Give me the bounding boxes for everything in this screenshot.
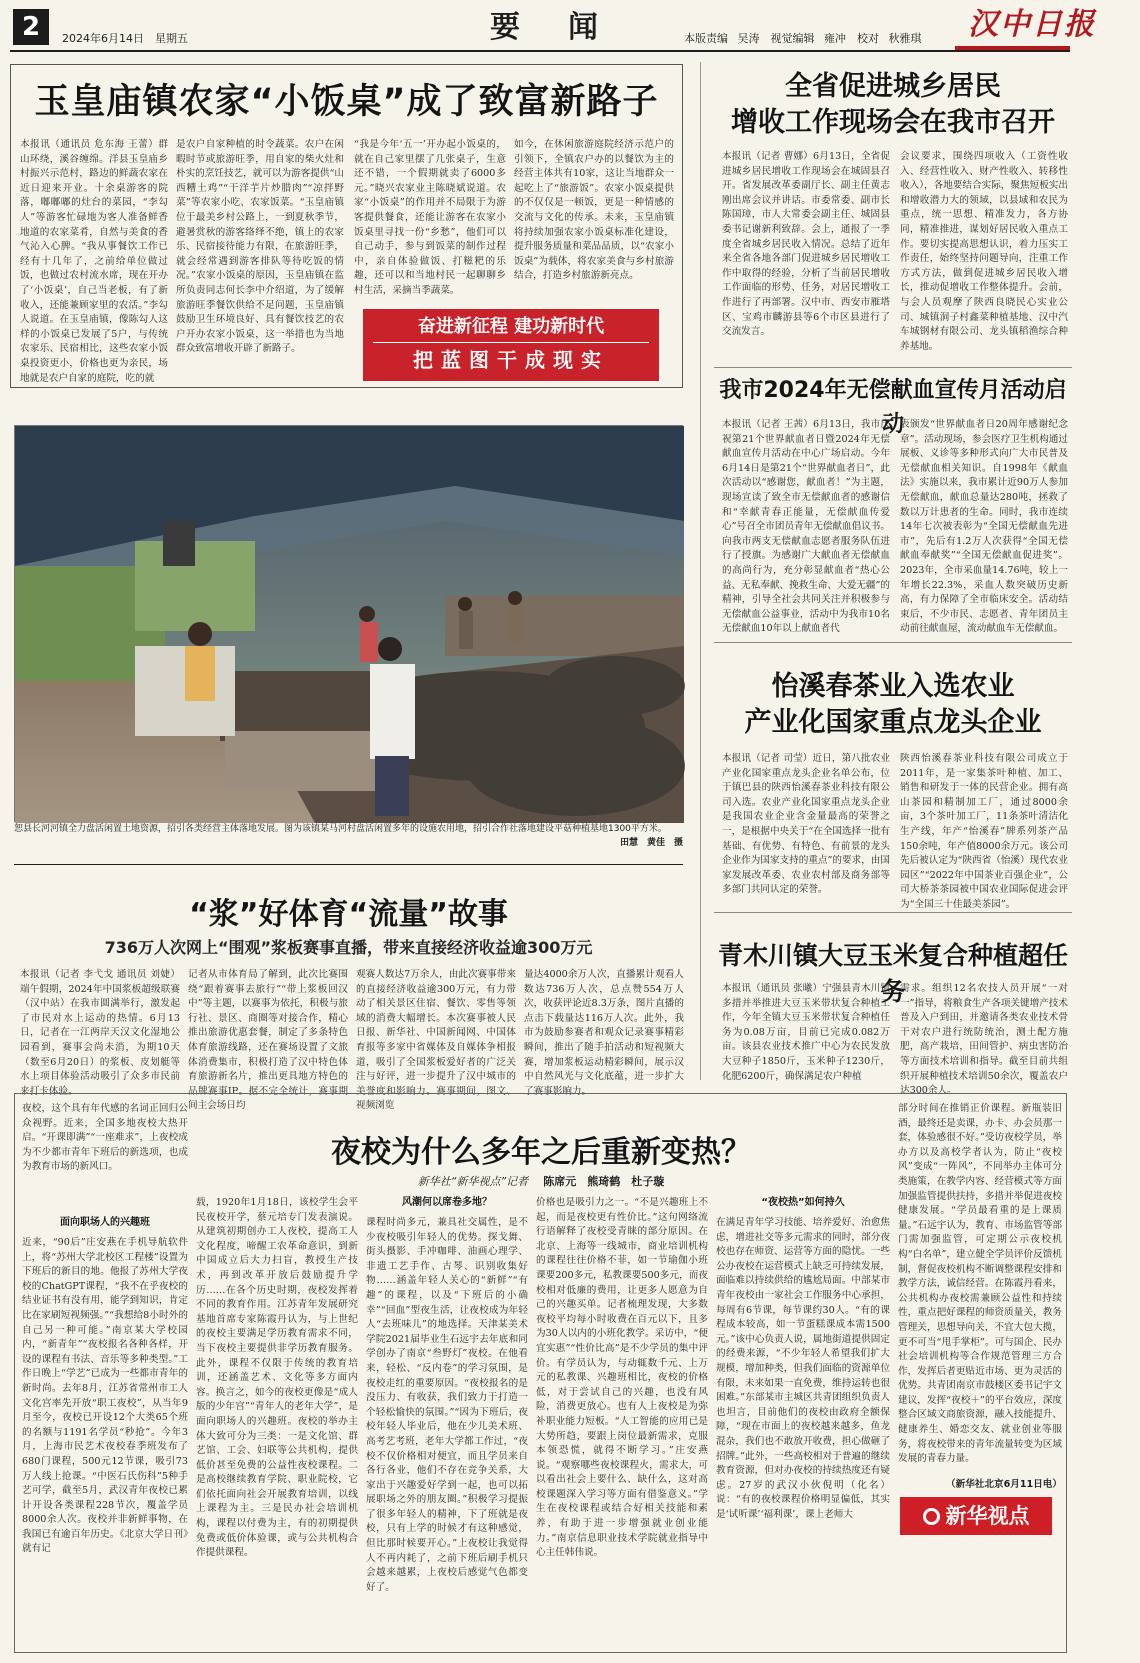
article-title: 我市2024年无偿献血宣传月活动启动 bbox=[719, 378, 1067, 437]
article-column: 本报讯（记者 王茜）6月13日，我市庆祝第21个世界献血者日暨2024年无偿献血宣传月活动在中心广场启动。今年6月14日是第21个“世界献血者日”，此次活动以“感谢您，献血者！”为主题，现场宣读了致全市无偿献血者的感谢信和“幸献青春正能量，无偿献血传爱心”号召全市团员青年无偿献血倡议书。向我市两支无偿献血志愿者服务队伍进行了授旗。为感谢广大献血者无偿献血的高尚行为，充分彰显献血者“热心公益、无私奉献、挽救生命、大爱无疆”的精神，引导全社会共同关注并积极参与无偿献血公益事业，活动中为我市10名无偿献血10年以上献血者代 bbox=[722, 419, 890, 635]
article-title: 增收工作现场会在我市召开 bbox=[731, 107, 1055, 138]
article-title: 青木川镇大豆玉米复合种植超任务 bbox=[717, 941, 1068, 1006]
article-column: 陕西怡溪春茶业科技有限公司成立于2011年，是一家集茶叶种植、加工、销售和研发于一体的民营企业。拥有高山茶园和精制加工厂，通过8000余亩，3个茶叶加工厂，11条茶叶清洁化生产线，年产“怡溪春”牌系列茶产品150余吨，年产值8000余万元。该公司先后被认定为“陕西省（怡溪）现代农业园区”“2022年中国茶业百强企业”，公司大桥茶茶园被中国农业国际促进会评为“全国三十佳最美茶园”。 bbox=[900, 753, 1068, 910]
section-divider bbox=[714, 912, 1072, 913]
photo-caption bbox=[14, 822, 683, 850]
byline-reporters: 陈席元 熊琦鹤 杜子璇 bbox=[543, 1175, 665, 1188]
editor-credits: 本版责编 吴涛 视觉编辑 雍冲 校对 秋雅琪 bbox=[684, 32, 922, 45]
article-subheading: 面向职场人的兴趣班 bbox=[60, 1217, 150, 1228]
masthead-rule bbox=[955, 46, 1070, 50]
section-divider bbox=[714, 367, 1072, 368]
article-column: 本报讯（通讯员 危东海 王蕾）群山环绕，溪谷缠绵。洋县玉皇庙乡村振兴示范村，路边的鲜蔬农家在近日迎来开业。十余桌游客的院落，嘟嘟嘟的灶台的菜园，“李勾人”等游客忙碌地为客人准备鲜香地道的农家菜肴，自然与美食的香气沁入心脾。“我从事餐饮工作已经有十几年了，之前给单位做过饭，也做过农村流水席，现在开办了‘小饭桌’，自己当老板，有了新收入，还能兼顾家里的农活。”李勾人说道。在玉皇庙镇，像陈勾人这样的小饭桌已发展了5户，与传统农家乐、民宿相比，这些农家小饭桌投资更小，价格也更为亲民，场地就是农户自家的庭院，吃的就 bbox=[20, 139, 168, 384]
article-column: “我是今年‘五一’开办起小饭桌的，就在自己家里摆了几张桌子，生意还不错，一个假期就卖了6000多元。”晓兴农家业主陈晓斌说道。农家“小饭桌”的作用并不局限于为游客提供餐食，还能让游客在农家小饭桌里寻找一份“乡愁”，他们可以自己动手，参与到饭菜的制作过程中，亲自体验做饭、打糍粑的乐趣，还可以和当地村民一起聊聊乡村生活，采摘当季蔬菜。 bbox=[354, 139, 506, 296]
article-column: 近来，“90后”庄安燕在手机导航软件上，将“苏州大学北校区工程楼”设置为下班后的新目的地。他报了苏州大学夜校的ChatGPT课程，“我不在乎夜校的结业证书有没有用，能学到知识，肯定比在家刷短视频强。”“我想给8小时外的自己另一种可能。”南京某大学校园内，“新青年”“夜校报名各种各样，开设的课程有书法、音乐等多种类型。”工作日晚上“学艺”已成为一些都市青年的新时尚。去年8月，江苏省常州市工人文化宫率先开放“职工夜校”，从当年9月至今，夜校已开设12个大类65个班的名额与1191名学员“秒抢”。今年3月，上海市民艺术夜校春季班发布了680门课程，500元12节课，吸引73万人线上抢课。“中医石氏伤科”5种手艺可学，截至5月，武汉青年夜校已累计开设各类课程228节次，覆盖学员8000余人次。夜校并非新鲜事物，在我国已有逾百年历史。《北京大学日刊》就有记 bbox=[22, 1237, 188, 1555]
article-column: 表颁发“世界献血者日20周年感谢纪念章”。活动现场，参会医疗卫生机构通过展板、义诊等多种形式向广大市民普及无偿献血相关知识。自1998年《献血法》实施以来，我市累计近90万人参加无偿献血，献血总量达280吨，拯救了数以万计患者的生命。同时，我市连续14年七次被表彰为“全国无偿献血先进市”，先后有1.2万人次获得“全国无偿献血奉献奖”“全国无偿献血促进奖”。2023年，全市采血量14.76吨，较上一年增长22.3%，采血人数突破历史新高，有力保障了全市临床安全。活动结束后，不少市民、志愿者、青年团员主动前往献血屋，流动献血车无偿献血。 bbox=[900, 419, 1068, 635]
section-divider bbox=[714, 642, 1072, 643]
article-column: 是农户自家种植的时令蔬菜。农户在闲暇时节或旅游旺季，用自家的柴火灶和朴实的烹饪技艺，就可以为游客提供“山西糟土鸡”“干洋芋片炒腊肉”“凉拌野菜”等农家小吃、农家饭菜。“玉皇庙镇位于最美乡村公路上，一到夏秋季节，避暑赏秋的游客络绎不绝，镇上的农家乐、民宿接待能力有限，在旅游旺季，就会经常遇到游客排队等待吃饭的情况。”农家小饭桌的原因，玉皇庙镇在监所负责同志何长李中介绍道，为了缓解旅游旺季餐饮供给不足问题，玉皇庙镇鼓励卫生环境良好、具有餐饮技艺的农户开办农家小饭桌，这一举措也为当地群众致富增收开辟了新路子。 bbox=[176, 139, 344, 355]
article-column: 在满足青年学习技能、培养爱好、治愈焦虑，增进社交等多元需求的同时，部分夜校也存在师资、运营等方面的隐忧。一些公办夜校在运营模式上缺乏可持续发展，面临难以持续供给的尴尬局面。中部某市青年夜校由一家社会工作服务中心承担，每周有6节课，每节课约30人。“有的课程成本较高，如一节蛋糕课成本需1500元。”该中心负责人说，属地街道提供固定的经费来源，“不少年轻人希望我们扩大规模，增加种类，但我们面临的资源单位有限，未来如果一直免费，维持运转也很困难。”东部某市主城区共青团组织负责人也坦言，目前他们的夜校由政府全额保障，“现在市面上的夜校越来越多，鱼龙混杂，我们也不敢放开收费，担心做砸了招牌。”此外，一些高校相对于普遍的继续教育资源，但对办夜校的持续热度还有疑虑。27岁的武汉小伙倪明（化名）说：“有的夜校课程价格明显偏低，其实是‘试听课’‘福利课’，课上老师大 bbox=[716, 1217, 890, 1520]
banner-slogan-bottom: 把蓝图干成现实 bbox=[413, 348, 609, 372]
article-column: 本报讯（通讯员 张曦）宁强县青木川镇多措并举推进大豆玉米带状复合种植工作，今年全镇大豆玉米带状复合种植任务为0.08万亩，目前已完成0.082万亩。该县农业技术推广中心为农民发放大豆种子1850斤，玉米种子1230斤，化肥6200斤，确保满足农户种植 bbox=[722, 983, 890, 1082]
article-subheading: 风潮何以席卷多地？ bbox=[402, 1197, 492, 1208]
photo-credit: 田慧 黄佳 摄 bbox=[619, 838, 683, 848]
header-rule bbox=[10, 50, 1070, 52]
article-column: 量达4000余万人次，直播累计观看人数达736万人次，总点赞554万人次，收获评论近8.3万条，图片直播的点击下载量达116万人次。此外，我市为鼓励参赛者和观众记录赛事精彩瞬间，推出了随手拍活动和短视频大赛，增加浆板运动精彩瞬间，展示汉中自然风光与文化底蕴，进一步扩大了赛事影响力。 bbox=[524, 969, 684, 1097]
section-title: 要闻 bbox=[490, 10, 646, 45]
article-title: 夜校为什么多年之后重新变热？ bbox=[331, 1135, 751, 1170]
photo-caption-text: 恕县长河河镇全力盘活闲置土地资源，招引各类经营主体落地发展。图为该镇某马河村盘活闲置多年的设施农用地，招引合作社落地建设平菇种植基地1300平方米。 bbox=[14, 824, 667, 834]
article-byline bbox=[196, 1170, 886, 1189]
byline-prefix: 新华社“新华视点”记者 bbox=[417, 1175, 529, 1188]
article-column: 本报讯（记者 司莹）近日，第八批农业产业化国家重点龙头企业名单公布，位于镇巴县的陕西怡溪春茶业科技有限公司入选。农业产业化国家重点龙头企业是我国农业企业含金量最高的荣誉之一，是根据中央关于“在全国选择一批有基础、有优势、有特色、有前景的龙头企业作为国家支持的重点”的要求，由国家发展改革委、农业农村部及商务部等多部门共同认定的荣誉。 bbox=[722, 753, 890, 896]
article-column: 记者从市体育局了解到，此次比赛围绕“跟着赛事去旅行”“带上浆板回汉中”等主题，以赛事为依托，积极与旅行社、景区、商圈等对接合作，精心推出旅游优惠套餐，制定了多条特色体育旅游线路，还在赛场设置了文旅体消费集市，积极打造了汉中特色体育旅游新名片，推出更具地方特色的品牌赛事IP。据不完全统计，赛事期间主会场日均 bbox=[188, 969, 348, 1112]
mushroom-greenhouse-image bbox=[15, 426, 684, 823]
article-subtitle: 736万人次网上“围观”浆板赛事直播，带来直接经济收益逾300万元 bbox=[104, 938, 593, 957]
article-column: 会议要求，围绕四项收入（工资性收入、经营性收入、财产性收入、转移性收入），各地要结合实际，聚焦短板实出和增收潜力大的领域，以县域和农民为重点，统一思想、精准发力，各方协同，精准推进，谋划好居民收入重点工作。要切实提高思想认识，着力压实工作责任，始终坚持问题导向，注重工作方式方法，做到促进城乡居民收入增长，推动促增收工作整体提升。会前，与会人员观摩了陕西良晓民心实业公司、城镇洞子村鑫菜种植基地、汉中汽车城钢材有限公司、龙头镇稻渔综合种养基地。 bbox=[900, 151, 1068, 352]
article-title: 怡溪春茶业入选农业 bbox=[771, 671, 1015, 702]
article-title: “浆”好体育“流量”故事 bbox=[189, 897, 508, 932]
article-column: 载，1920年1月18日，该校学生会平民夜校开学，蔡元培专门发表演说。从建筑初期创办工人夜校，提高工人文化程度，啼醒工农革命意识，到新中国成立后大力扫盲，教授生产技术，再到改革开放后鼓励提升学历……在各个历史时期，夜校发挥着不同的教育作用。江苏青年发展研究基地首席专家陈霞丹认为，与上世纪的夜校主要满足学历教育需求不同，当下夜校主要提供非学历教育服务。此外，课程不仅限于传统的教育培训，还涵盖艺术、文化等多方面内容。换言之，如今的夜校更像是“成人版的少年宫”“青年人的老年大学”，是面向职场人的兴趣班。夜校的举办主体大致可分为三类：一是文化馆、群艺馆、工会、妇联等公共机构，提供低价甚至免费的公益性夜校课程。二是高校继续教育学院、职业院校，它们依托面向社会开展教育培训，以线上课程为主。三是民办社会培训机构，课程以付费为主，有的初期提供免费或低价体验课，或与公共机构合作提供课程。 bbox=[196, 1197, 358, 1559]
article-column: 本报讯（记者 曹娜）6月13日，全省促进城乡居民增收工作现场会在城固县召开。省发展改革委副厅长、副主任黄志刚出席会议并讲话。市委常委、副市长陈国璋，市人大常委会副主任、城固县委书记谢新利致辞。会上，通报了一季度全省城乡居民收入情况。总结了近年来全省各地各部门促进城乡居民增收工作中取得的经验，分析了当前居民增收工作面临的形势、任务，对居民增收工作进行了再部署。汉中市、西安市雁塔区、宝鸡市麟游县等6个市区县进行了交流发言。 bbox=[722, 151, 890, 338]
section-divider bbox=[14, 864, 683, 865]
article-subheading: “夜校热”如何持久 bbox=[761, 1197, 845, 1208]
page-number: 2 bbox=[13, 9, 49, 45]
page-header bbox=[0, 0, 1140, 52]
article-lead: 夜校，这个具有年代感的名词正回归公众视野。近来，全国多地夜校大热开启。“开课即满”“一座难求”，上夜校成为不少都市青年下班后的新选项，也成为教育市场的新风口。 bbox=[22, 1103, 188, 1173]
article-column: 本报讯（记者 李弋戈 通讯员 刘婕）端午假期，2024年中国浆板超级联赛（汉中站）在我市圆满举行，激发起了市民对水上运动的热情。6月13日，记者在一江两岸天汉文化湿地公园看到，赛事会尚未消，为期10天（数至6月20日）的浆板、皮划艇等水上项目体验活动吸引了众多市民前来打卡体验。 bbox=[20, 969, 180, 1097]
article-title: 产业化国家重点龙头企业 bbox=[744, 707, 1042, 738]
column-separator bbox=[700, 62, 701, 1080]
dateline-end: （新华社北京6月11日电） bbox=[946, 1479, 1062, 1490]
xinhua-shidian-badge bbox=[900, 1497, 1052, 1535]
article-column: 课程时尚多元，兼具社交属性，是不少夜校吸引年轻人的优势。探戈舞、街头摄影、手冲咖啡、油画心理学、非遗工艺手作、古琴、识别收集好物……涵盖年轻人关心的“新鲜”“有趣”的课程，以及“下班后的小确幸”“回血”型夜生活，让夜校成为年轻人“去班味儿”的地选择。天津某美术学院2021届毕业生石远宇去年底和同学创办了南京“叁野灯”夜校。在他看来，轻松、“反内卷”的学习氛围，是夜校走红的重要原因。“夜校报名的是没压力、有收获，我们致力于打造一个轻松愉快的氛围。”“因为下班后，夜校年轻人毕业后，他在少儿美术班、高考艺考班，老年大学都工作过，“夜校不仅价格相对便宜，而且学员来自各行各业，他们不存在竞争关系，大家出于兴趣爱好学到一起，也可以拓展职场之外的朋友圈。”积极学习提振了很多年轻人的精神，下了班就是夜校，只有上学的时候才有这种感觉，但比那时候要开心。”上夜校让我觉得人不再内耗了，之前下班后刷手机只会越来越累，上夜校后感觉气色都变好了。 bbox=[366, 1217, 528, 1593]
issue-date: 2024年6月14日 星期五 bbox=[62, 32, 188, 45]
article-column: 观赛人数达7万余人，由此次赛事带来的直接经济收益逾300万元，有力带动了相关景区住宿、餐饮、零售等领域的消费大幅增长。本次赛事被人民日报、新华社、中国新闻网、中国体育报等多家中省媒体及自媒体争相报道，吸引了全国浆板爱好者的广泛关注与好评，进一步提升了汉中城市的美誉度和影响力。赛事期间，图文、视频浏览 bbox=[356, 969, 516, 1112]
article-column: 如今，在休闲旅游庭院经济示范户的引领下，全镇农户办的以餐饮为主的经营主体共有10家，这让当地群众一起吃上了“旅游饭”。农家小饭桌提供的不仅仅是一顿饭，更是一种情感的交流与文化的传承。未来，玉皇庙镇将持续加强农家小饭桌标准化建设，提升服务质量和菜品品质，以“农家小饭桌”为载体，将农家美食与乡村旅游结合，打造乡村旅游新亮点。 bbox=[514, 139, 674, 282]
article-title: 玉皇庙镇农家“小饭桌”成了致富新路子 bbox=[34, 82, 659, 122]
article-title: 全省促进城乡居民 bbox=[785, 71, 1001, 102]
article-column: 部分时间在推销正价课程。新瓶装旧酒，最终还是卖课，办卡、办会员那一套，体验感很不好。”受访夜校学员，举办方以及高校学者认为，防止“夜校风”变成“一阵风”，不同举办主体可分类施策，在教学内容、经营模式等方面加强监管提供扶持，多措并举促进夜校健康发展。“学员最看重的是上课质量。”石远宇认为，教育、市场监管等部门需加强监管，可定期公示夜校机构“白名单”，建立健全学员评价反馈机制，督促夜校机构不断调整课程安排和教学方法，诚信经营。在陈霞丹看来，公共机构办夜校需兼顾公益性和持续性，重点把好课程的师资质量关，教务管理关，思想导向关，不宜大包大揽，更不可当“甩手掌柜”。可与国企、民办社会培训机构等合作规范管理三方合作，发挥后者更贴近市场、更为灵活的优势。共青团南京市鼓楼区委书记宇文建议，发挥“夜校＋”的平台效应，深度整合区域文商旅资源，融入技能提升、健康养生、婚恋交友、就业创业等服务，将夜校带来的青年流量转变为区域发展的青春力量。 bbox=[898, 1103, 1062, 1465]
newspaper-masthead: 汉中日报 bbox=[968, 7, 1096, 42]
banner-slogan-top: 奋进新征程 建功新时代 bbox=[373, 312, 649, 343]
article-column: 价格也是吸引力之一。“不是兴趣班上不起，而是夜校更有性价比。”这句网络流行语解释了夜校受青睐的部分原因。在北京、上海等一线城市，商业培训机构的课程往往价格不菲，如一节瑜伽小班课要200多元，私教课要500多元，而夜校相对低廉的费用，让更多人愿意为自己的兴趣买单。记者梳理发现，大多数夜校平均每小时收费在百元以下，且多为30人以内的小班化教学。采访中，“便宜实惠”“性价比高”是不少学员的集中评价。有学员认为，与动辄数千元、上万元的私教课、兴趣班相比，夜校的价格低，对于尝试自己的兴趣，也没有风险，消费更放心。也有人上夜校是为弥补职业能力短板。“人工智能的应用已是大势所趋，要跟上岗位最新需求，克服本领恐慌，就得不断学习。”庄安燕说。“观察哪些夜校课程火，需求大，可以看出社会上要什么、缺什么，这对高校课题深入学习等方面有借鉴意义。”学生在夜校课程或结合好相关技能和素养，有助于进一步增强就业创业能力。”南京信息职业技术学院就业指导中心主任韩伟说。 bbox=[536, 1197, 708, 1559]
campaign-banner bbox=[363, 309, 659, 381]
circle-icon bbox=[923, 1508, 940, 1525]
article-column: 需求。组织12名农技人员开展“一对一”指导，将粮食生产各项关键增产技术普及入户到田，并邀请各类农业技术骨干对农户进行统防统治，测土配方施肥，高产栽培，田间管护、病虫害防治等方面技术培训和指导。截至目前共组织开展种植技术培训50余次，覆盖农户达300余人。 bbox=[900, 983, 1068, 1097]
news-photo-mushroom-base bbox=[14, 425, 683, 822]
badge-label: 新华视点 bbox=[945, 1504, 1030, 1528]
